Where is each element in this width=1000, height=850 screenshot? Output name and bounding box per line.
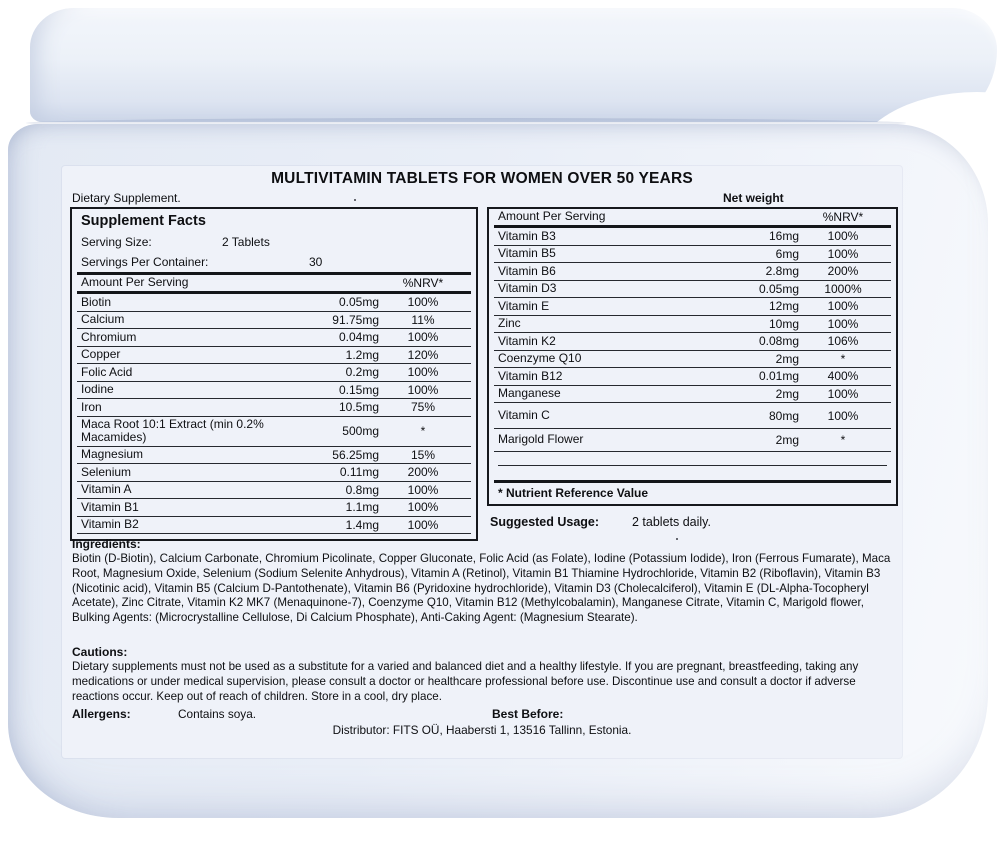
nutrient-amount: 0.2mg bbox=[345, 365, 379, 380]
table-row bbox=[77, 294, 471, 312]
nutrient-amount: 1.1mg bbox=[345, 500, 379, 515]
cautions-label: Cautions: bbox=[72, 645, 128, 659]
nutrient-amount: 1.4mg bbox=[345, 517, 379, 532]
table-row bbox=[494, 403, 891, 429]
nutrient-nrv: 106% bbox=[827, 334, 859, 349]
table-row bbox=[494, 281, 891, 299]
nutrient-amount: 0.04mg bbox=[338, 330, 379, 345]
nutrient-amount: 0.11mg bbox=[339, 465, 379, 480]
nutrient-amount: 10mg bbox=[768, 316, 799, 331]
table-row bbox=[494, 351, 891, 369]
table-row bbox=[494, 263, 891, 281]
nutrient-nrv: 100% bbox=[827, 316, 859, 331]
nutrient-name: Zinc bbox=[498, 316, 521, 330]
table-row bbox=[77, 312, 471, 330]
net-weight-label: Net weight bbox=[723, 191, 784, 205]
table-row bbox=[494, 368, 891, 386]
distributor-text: Distributor: FITS OÜ, Haabersti 1, 13516 Tallinn, Estonia. bbox=[332, 723, 632, 737]
nutrient-nrv: 100% bbox=[827, 246, 859, 261]
table-row bbox=[494, 228, 891, 246]
nutrient-nrv: 100% bbox=[827, 229, 859, 244]
allergens-value: Contains soya. bbox=[178, 707, 257, 721]
pack-lid bbox=[30, 8, 997, 122]
nutrient-amount: 0.15mg bbox=[338, 382, 379, 397]
empty-row bbox=[498, 466, 887, 480]
suggested-usage-label: Suggested Usage: bbox=[490, 515, 600, 529]
nutrient-name: Iodine bbox=[81, 382, 114, 396]
nutrient-nrv: 100% bbox=[827, 408, 859, 423]
column-header-row bbox=[77, 275, 471, 294]
nutrient-amount: 0.05mg bbox=[758, 281, 799, 296]
nutrient-nrv: 200% bbox=[827, 264, 859, 279]
table-row bbox=[494, 316, 891, 334]
nutrient-name: Vitamin E bbox=[498, 298, 550, 313]
nutrient-nrv: 100% bbox=[407, 482, 439, 497]
nutrient-amount: 2mg bbox=[775, 386, 799, 401]
nutrient-amount: 2.8mg bbox=[765, 264, 799, 279]
ingredients-label: Ingredients: bbox=[72, 537, 141, 551]
nutrient-name: Copper bbox=[81, 347, 121, 361]
nutrient-nrv: * bbox=[840, 351, 846, 366]
supplement-facts-table-right bbox=[487, 207, 898, 506]
table-row bbox=[77, 482, 471, 500]
nutrient-name: Vitamin K2 bbox=[498, 333, 556, 348]
table-row bbox=[77, 499, 471, 517]
servings-per-container-row bbox=[77, 252, 471, 275]
table-row bbox=[77, 517, 471, 535]
table-row bbox=[77, 364, 471, 382]
nutrient-nrv: 100% bbox=[407, 365, 439, 380]
nutrient-name: Vitamin B5 bbox=[498, 246, 556, 260]
nutrient-nrv: * bbox=[840, 433, 846, 447]
nutrient-nrv: 120% bbox=[407, 347, 439, 362]
cautions-text: Dietary supplements must not be used as a substitute for a varied and balanced diet and a healthy lifestyle. If you are pregnant, breastfeeding, taking any medications or under medical supervision, please consult a doctor or healthcare professional before use. Discontinue use and consult a doctor if adverse reactions occur. Keep out of reach of children. Store in a cool, dry place. bbox=[72, 660, 859, 703]
nutrient-amount: 80mg bbox=[768, 408, 799, 423]
supplement-facts-heading: Supplement Facts bbox=[81, 213, 206, 229]
nutrient-name: Iron bbox=[81, 399, 102, 414]
print-speck bbox=[354, 199, 356, 201]
nutrient-rows-right bbox=[494, 228, 891, 452]
nutrient-name: Vitamin C bbox=[498, 407, 550, 422]
nutrient-amount: 0.8mg bbox=[345, 482, 379, 497]
table-row bbox=[77, 399, 471, 417]
nutrient-name: Vitamin A bbox=[81, 482, 132, 496]
nutrient-amount: 6mg bbox=[775, 246, 799, 261]
nutrient-amount: 500mg bbox=[342, 424, 379, 438]
table-row bbox=[77, 447, 471, 465]
serving-size-row bbox=[77, 232, 471, 252]
suggested-usage bbox=[490, 515, 711, 529]
nutrient-amount: 91.75mg bbox=[332, 312, 379, 327]
table-row bbox=[494, 333, 891, 351]
nutrient-rows-left bbox=[77, 294, 471, 534]
table-row bbox=[77, 382, 471, 400]
nutrient-name: Marigold Flower bbox=[498, 432, 584, 447]
servings-per-container-value: 30 bbox=[309, 254, 323, 269]
empty-row bbox=[498, 452, 887, 466]
suggested-usage-value: 2 tablets daily. bbox=[632, 515, 711, 529]
table-row bbox=[494, 429, 891, 452]
nutrient-amount: 0.05mg bbox=[338, 295, 379, 310]
nutrient-nrv: 100% bbox=[407, 382, 439, 397]
table-row bbox=[494, 298, 891, 316]
nrv-header: %NRV* bbox=[822, 210, 864, 224]
nutrient-nrv: 400% bbox=[827, 369, 859, 384]
serving-size-label: Serving Size: bbox=[81, 234, 152, 249]
nutrient-nrv: 100% bbox=[407, 517, 439, 532]
table-row bbox=[494, 246, 891, 264]
nutrient-name: Vitamin B12 bbox=[498, 368, 563, 383]
nrv-header: %NRV* bbox=[402, 276, 444, 290]
nutrient-name: Chromium bbox=[81, 329, 137, 344]
servings-per-container-label: Servings Per Container: bbox=[81, 254, 209, 269]
supplement-facts-table-left bbox=[70, 207, 478, 541]
nutrient-amount: 10.5mg bbox=[338, 400, 379, 415]
nutrient-nrv: 100% bbox=[407, 500, 439, 515]
product-title: MULTIVITAMIN TABLETS FOR WOMEN OVER 50 YEARS bbox=[271, 170, 693, 187]
nutrient-nrv: 11% bbox=[411, 312, 435, 327]
nrv-footnote: * Nutrient Reference Value bbox=[494, 480, 891, 504]
allergens-label: Allergens: bbox=[72, 707, 131, 721]
nutrient-nrv: 1000% bbox=[824, 281, 862, 296]
nutrient-name: Vitamin B6 bbox=[498, 263, 556, 278]
nutrient-name: Selenium bbox=[81, 464, 132, 479]
nutrient-name: Manganese bbox=[498, 386, 561, 400]
nutrient-nrv: 15% bbox=[410, 447, 436, 462]
amount-per-serving-header: Amount Per Serving bbox=[498, 209, 606, 224]
nutrient-amount: 1.2mg bbox=[345, 347, 379, 362]
nutrient-name: Folic Acid bbox=[81, 364, 133, 379]
nutrient-amount: 0.08mg bbox=[758, 334, 799, 349]
nutrient-nrv: 200% bbox=[407, 465, 439, 480]
nutrient-amount: 2mg bbox=[775, 351, 799, 366]
dietary-supplement-text: Dietary Supplement. bbox=[72, 191, 181, 205]
nutrient-name: Biotin bbox=[81, 294, 112, 309]
table-row bbox=[494, 386, 891, 404]
ingredients-text: Biotin (D-Biotin), Calcium Carbonate, Chromium Picolinate, Copper Gluconate, Folic Acid (as Folate), Iodine (Potassium Iodide), Iron (Ferrous Fumarate), Maca Root, Magnesium Oxide, Selenium (Sodium Selenite Anhydrous), Vitamin A (Retinol), Vitamin B1 Thiamine Hydrochloride, Vitamin B2 (Riboflavin), Vitamin B3 (Nicotinic acid), Vitamin B5 (Calcium D-Pantothenate), Vitamin B6 (Pyridoxine hydrochloride), Vitamin D3 (Cholecalciferol), Vitamin E (DL-Alpha-Tocopheryl Acetate), Zinc Citrate, Vitamin K2 MK7 (Menaquinone-7), Coenzyme Q10, Vitamin B12 (Methylcobalamin), Manganese Citrate, Vitamin C, Marigold flower, Bulking Agents: (Microcrystalline Cellulose, Di Calcium Phosphate), Anti-Caking Agent: (Magnesium Stearate). bbox=[72, 552, 891, 625]
table-row bbox=[77, 417, 471, 447]
print-speck bbox=[676, 538, 678, 540]
best-before-label: Best Before: bbox=[492, 707, 564, 721]
serving-size-value: 2 Tablets bbox=[222, 234, 270, 249]
nutrient-name: Coenzyme Q10 bbox=[498, 351, 582, 365]
amount-per-serving-header: Amount Per Serving bbox=[81, 275, 189, 290]
nutrient-amount: 12mg bbox=[768, 299, 799, 314]
nutrient-nrv: 100% bbox=[407, 330, 439, 345]
nutrient-name: Vitamin D3 bbox=[498, 281, 557, 295]
nutrient-nrv: 100% bbox=[827, 299, 859, 314]
table-row bbox=[77, 347, 471, 365]
nutrient-name: Magnesium bbox=[81, 447, 144, 461]
nutrient-name: Vitamin B1 bbox=[81, 499, 139, 514]
nutrient-name: Vitamin B2 bbox=[81, 517, 139, 531]
nutrient-nrv: 100% bbox=[827, 386, 859, 401]
nutrient-amount: 0.01mg bbox=[758, 369, 799, 384]
nutrient-name: Calcium bbox=[81, 312, 125, 326]
nutrient-amount: 56.25mg bbox=[332, 447, 379, 462]
nutrient-nrv: * bbox=[420, 424, 426, 438]
nutrient-nrv: 100% bbox=[407, 295, 439, 310]
table-row bbox=[77, 329, 471, 347]
nutrient-nrv: 75% bbox=[410, 400, 436, 415]
nutrient-amount: 16mg bbox=[768, 229, 799, 244]
column-header-row bbox=[494, 209, 891, 228]
nutrient-name: Maca Root 10:1 Extract (min 0.2% Macamides) bbox=[81, 416, 264, 444]
nutrient-name: Vitamin B3 bbox=[498, 228, 556, 243]
nutrient-amount: 2mg bbox=[775, 433, 799, 447]
table-row bbox=[77, 464, 471, 482]
